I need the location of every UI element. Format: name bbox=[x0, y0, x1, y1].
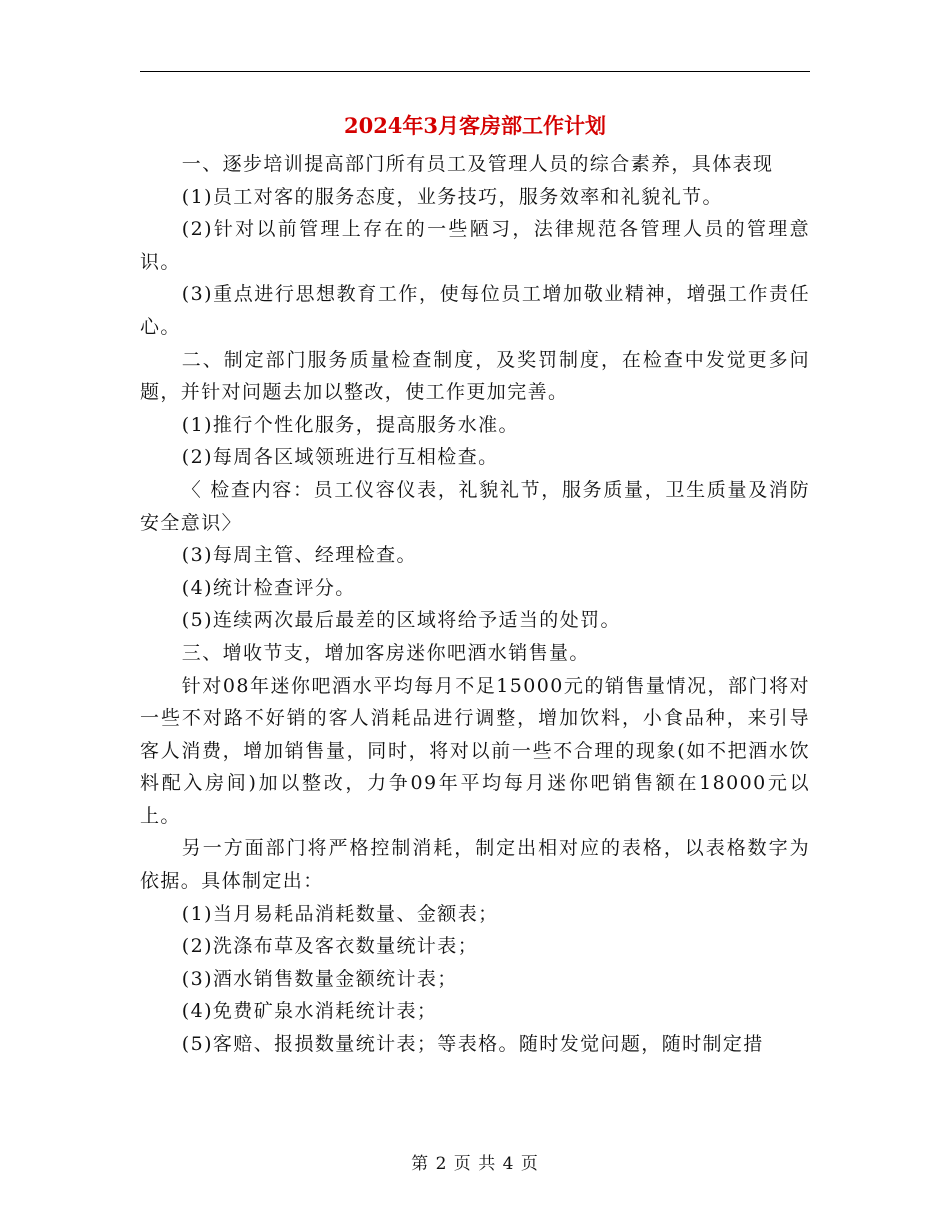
paragraph: (4)免费矿泉水消耗统计表； bbox=[181, 1000, 438, 1023]
page-number-footer: 第 2 页 共 4 页 bbox=[411, 1154, 539, 1174]
paragraph: (3)重点进行思想教育工作，使每位员工增加敬业精神，增强工作责任心。 bbox=[140, 283, 810, 338]
paragraph: 一、逐步培训提高部门所有员工及管理人员的综合素养，具体表现 bbox=[181, 153, 774, 175]
paragraph: (5)连续两次最后最差的区域将给予适当的处罚。 bbox=[181, 609, 621, 632]
paragraph: 针对08年迷你吧酒水平均每月不足15000元的销售量情况，部门将对一些不对路不好销的客人消耗品进行调整，增加饮料，小食品种，来引导客人消费，增加销售量，同时，将对以前一些不合理的现象(如不把酒水饮料配入房间)加以整改，力争09年平均每月迷你吧销售额在18000元以上。 bbox=[140, 674, 810, 827]
paragraph: (3)每周主管、经理检查。 bbox=[181, 544, 417, 567]
paragraph: 二、制定部门服务质量检查制度，及奖罚制度，在检查中发觉更多问题，并针对问题去加以整改，使工作更加完善。 bbox=[140, 348, 810, 404]
header-rule bbox=[140, 71, 810, 72]
document-body bbox=[140, 148, 810, 1061]
document-title: 2024年3月客房部工作计划 bbox=[343, 113, 607, 138]
paragraph: 〈 检查内容：员工仪容仪表，礼貌礼节，服务质量，卫生质量及消防安全意识〉 bbox=[140, 478, 810, 534]
paragraph: 三、增收节支，增加客房迷你吧酒水销售量。 bbox=[181, 641, 590, 664]
paragraph: (1)推行个性化服务，提高服务水准。 bbox=[181, 413, 519, 436]
paragraph: (4)统计检查评分。 bbox=[181, 576, 356, 599]
paragraph: (2)洗涤布草及客衣数量统计表； bbox=[181, 935, 479, 958]
paragraph: 另一方面部门将严格控制消耗，制定出相对应的表格，以表格数字为依据。具体制定出： bbox=[140, 837, 810, 893]
paragraph: (2)针对以前管理上存在的一些陋习，法律规范各管理人员的管理意识。 bbox=[140, 218, 810, 273]
paragraph: (2)每周各区域领班进行互相检查。 bbox=[181, 446, 499, 469]
paragraph: (5)客赔、报损数量统计表；等表格。随时发觉问题，随时制定措 bbox=[181, 1033, 764, 1056]
paragraph: (1)员工对客的服务态度，业务技巧，服务效率和礼貌礼节。 bbox=[181, 185, 723, 208]
paragraph: (1)当月易耗品消耗数量、金额表； bbox=[181, 902, 499, 925]
paragraph: (3)酒水销售数量金额统计表； bbox=[181, 967, 458, 990]
